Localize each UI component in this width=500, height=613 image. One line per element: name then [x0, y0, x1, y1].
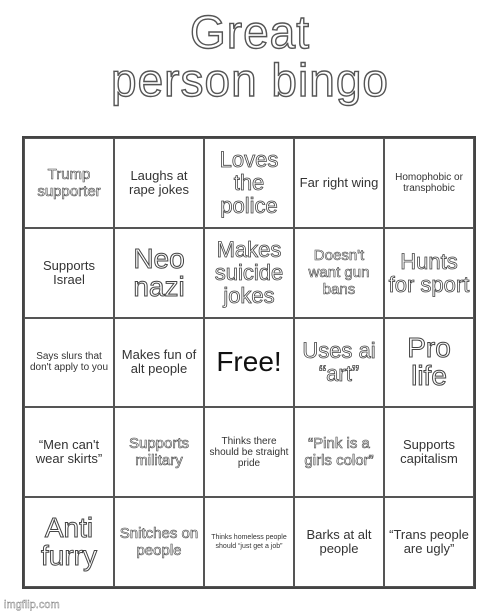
title-line-1: Great — [189, 6, 311, 58]
bingo-cell: Thinks homeless people should “just get a job” — [204, 497, 294, 587]
bingo-cell: Loves the police — [204, 138, 294, 228]
bingo-cell: Uses ai “art” — [294, 318, 384, 408]
bingo-cell: Pro life — [384, 318, 474, 408]
bingo-cell: Supports capitalism — [384, 407, 474, 497]
bingo-cell: Doesn't want gun bans — [294, 228, 384, 318]
bingo-cell-free: Free! — [204, 318, 294, 408]
bingo-cell: Supports military — [114, 407, 204, 497]
bingo-cell: Homophobic or transphobic — [384, 138, 474, 228]
bingo-cell: Trump supporter — [24, 138, 114, 228]
bingo-cell: Barks at alt people — [294, 497, 384, 587]
bingo-cell: “Men can't wear skirts” — [24, 407, 114, 497]
bingo-cell: Neo nazi — [114, 228, 204, 318]
watermark: imgflip.com — [4, 599, 60, 611]
bingo-cell: Laughs at rape jokes — [114, 138, 204, 228]
bingo-cell: Hunts for sport — [384, 228, 474, 318]
bingo-cell: Anti furry — [24, 497, 114, 587]
bingo-cell: Far right wing — [294, 138, 384, 228]
bingo-cell: Makes suicide jokes — [204, 228, 294, 318]
title-line-2: person bingo — [111, 54, 389, 106]
bingo-cell: Thinks there should be straight pride — [204, 407, 294, 497]
bingo-title — [0, 8, 500, 104]
bingo-cell: “Trans people are ugly” — [384, 497, 474, 587]
bingo-cell: Makes fun of alt people — [114, 318, 204, 408]
bingo-grid — [22, 136, 476, 589]
bingo-cell: “Pink is a girls color” — [294, 407, 384, 497]
bingo-cell: Snitches on people — [114, 497, 204, 587]
bingo-cell: Supports Israel — [24, 228, 114, 318]
bingo-cell: Says slurs that don't apply to you — [24, 318, 114, 408]
